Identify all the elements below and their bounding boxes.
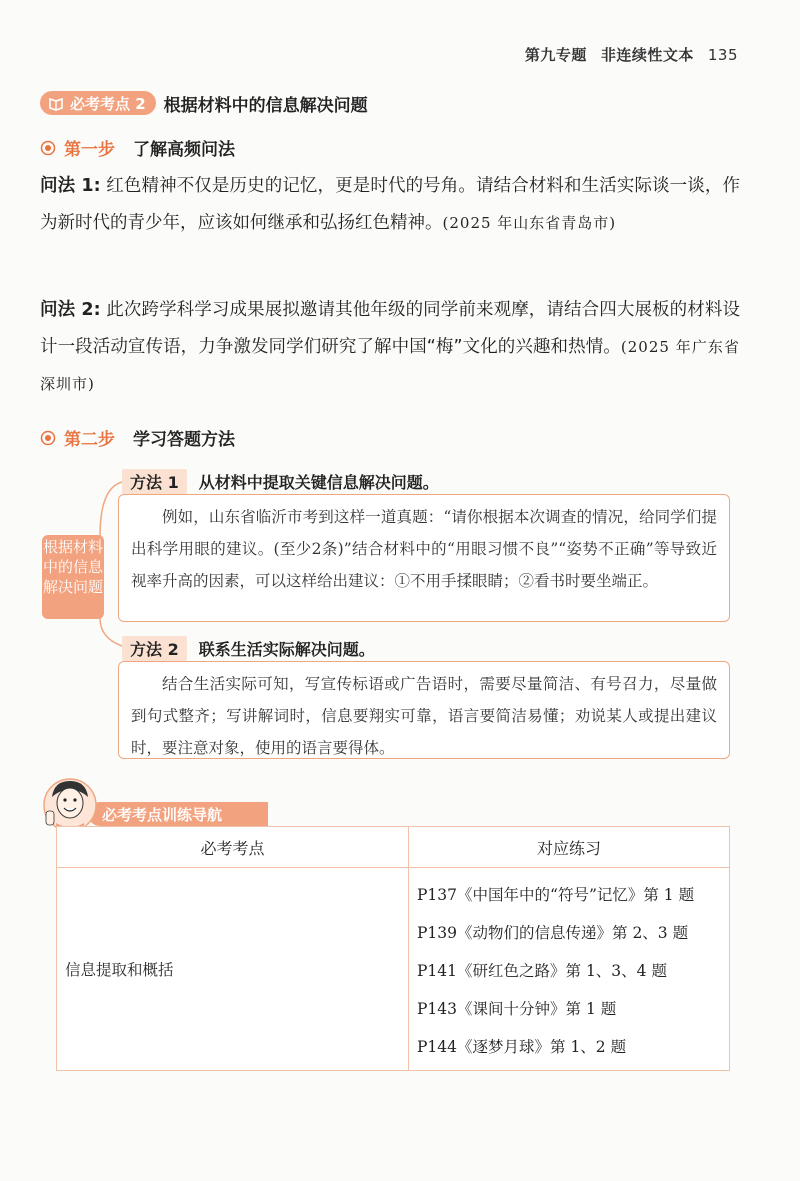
exercise-item: P139《动物们的信息传递》第 2、3 题 bbox=[417, 924, 689, 942]
step-one-title: 了解高频问法 bbox=[133, 140, 235, 160]
section-title: 非连续性文本 bbox=[600, 46, 694, 64]
key-point-badge bbox=[40, 91, 156, 115]
question-two-label: 问法 2: bbox=[40, 300, 101, 320]
exercises-cell bbox=[409, 868, 730, 1071]
col-header-exercises: 对应练习 bbox=[409, 827, 730, 868]
key-point-heading bbox=[40, 90, 368, 116]
key-point-label: 必考考点 2 bbox=[70, 94, 146, 113]
exercise-item: P144《逐梦月球》第 1、2 题 bbox=[417, 1038, 627, 1056]
question-one-label: 问法 1: bbox=[40, 176, 101, 196]
step-one-heading bbox=[40, 135, 235, 160]
method-two-title: 联系生活实际解决问题。 bbox=[198, 640, 375, 659]
question-two bbox=[40, 292, 740, 403]
training-nav-table bbox=[56, 826, 730, 1071]
step-two-heading bbox=[40, 425, 235, 450]
question-two-text: 此次跨学科学习成果展拟邀请其他年级的同学前来观摩，请结合四大展板的材料设计一段活动宣传语，力争激发同学们研究了解中国“梅”文化的兴趣和热情。 bbox=[40, 300, 740, 357]
exercise-item: P141《研红色之路》第 1、3、4 题 bbox=[417, 962, 667, 980]
side-label-text: 根据材料中的信息解决问题 bbox=[42, 538, 103, 596]
table-row bbox=[57, 868, 730, 1071]
target-icon bbox=[40, 140, 56, 156]
training-nav-title: 必考考点训练导航 bbox=[102, 805, 223, 824]
key-point-cell: 信息提取和概括 bbox=[57, 868, 409, 1071]
method-two-tag: 方法 2 bbox=[122, 636, 187, 661]
exercise-item: P137《中国年中的“符号”记忆》第 1 题 bbox=[417, 886, 695, 904]
method-one-box bbox=[118, 494, 730, 622]
step-two-title: 学习答题方法 bbox=[133, 430, 235, 450]
method-one-heading bbox=[122, 469, 439, 494]
table-header-row bbox=[57, 827, 730, 868]
question-two-source: (2025 年广东省深圳市) bbox=[40, 338, 740, 393]
target-icon bbox=[40, 430, 56, 446]
col-header-point: 必考考点 bbox=[57, 827, 409, 868]
method-two-body: 结合生活实际可知，写宣传标语或广告语时，需要尽量简洁、有号召力，尽量做到句式整齐；写讲解词时，信息要翔实可靠，语言要简洁易懂；劝说某人或提出建议时，要注意对象，使用的语言要得体。 bbox=[131, 675, 717, 757]
step-one-label: 第一步 bbox=[64, 140, 115, 160]
chapter-title: 第九专题 bbox=[524, 46, 587, 64]
method-two-heading bbox=[122, 636, 375, 661]
page-header bbox=[525, 44, 738, 65]
question-one-source: (2025 年山东省青岛市) bbox=[442, 214, 617, 232]
question-one-text: 红色精神不仅是历史的记忆，更是时代的号角。请结合材料和生活实际谈一谈，作为新时代的青少年，应该如何继承和弘扬红色精神。 bbox=[40, 176, 740, 233]
book-icon bbox=[48, 95, 64, 111]
page-number: 135 bbox=[707, 46, 738, 64]
training-nav-header bbox=[88, 802, 268, 826]
key-point-title: 根据材料中的信息解决问题 bbox=[163, 95, 368, 116]
question-one bbox=[40, 168, 740, 242]
side-label-box bbox=[42, 535, 104, 619]
method-one-title: 从材料中提取关键信息解决问题。 bbox=[198, 473, 439, 492]
method-two-box bbox=[118, 661, 730, 759]
exercise-item: P143《课间十分钟》第 1 题 bbox=[417, 1000, 617, 1018]
method-one-tag: 方法 1 bbox=[122, 469, 187, 494]
method-one-body: 例如，山东省临沂市考到这样一道真题：“请你根据本次调查的情况，给同学们提出科学用眼的建议。(至少2条)”结合材料中的“用眼习惯不良”“姿势不正确”等导致近视率升高的因素，可以这样给出建议：①不用手揉眼睛；②看书时要坐端正。 bbox=[131, 508, 717, 590]
step-two-label: 第二步 bbox=[64, 430, 115, 450]
